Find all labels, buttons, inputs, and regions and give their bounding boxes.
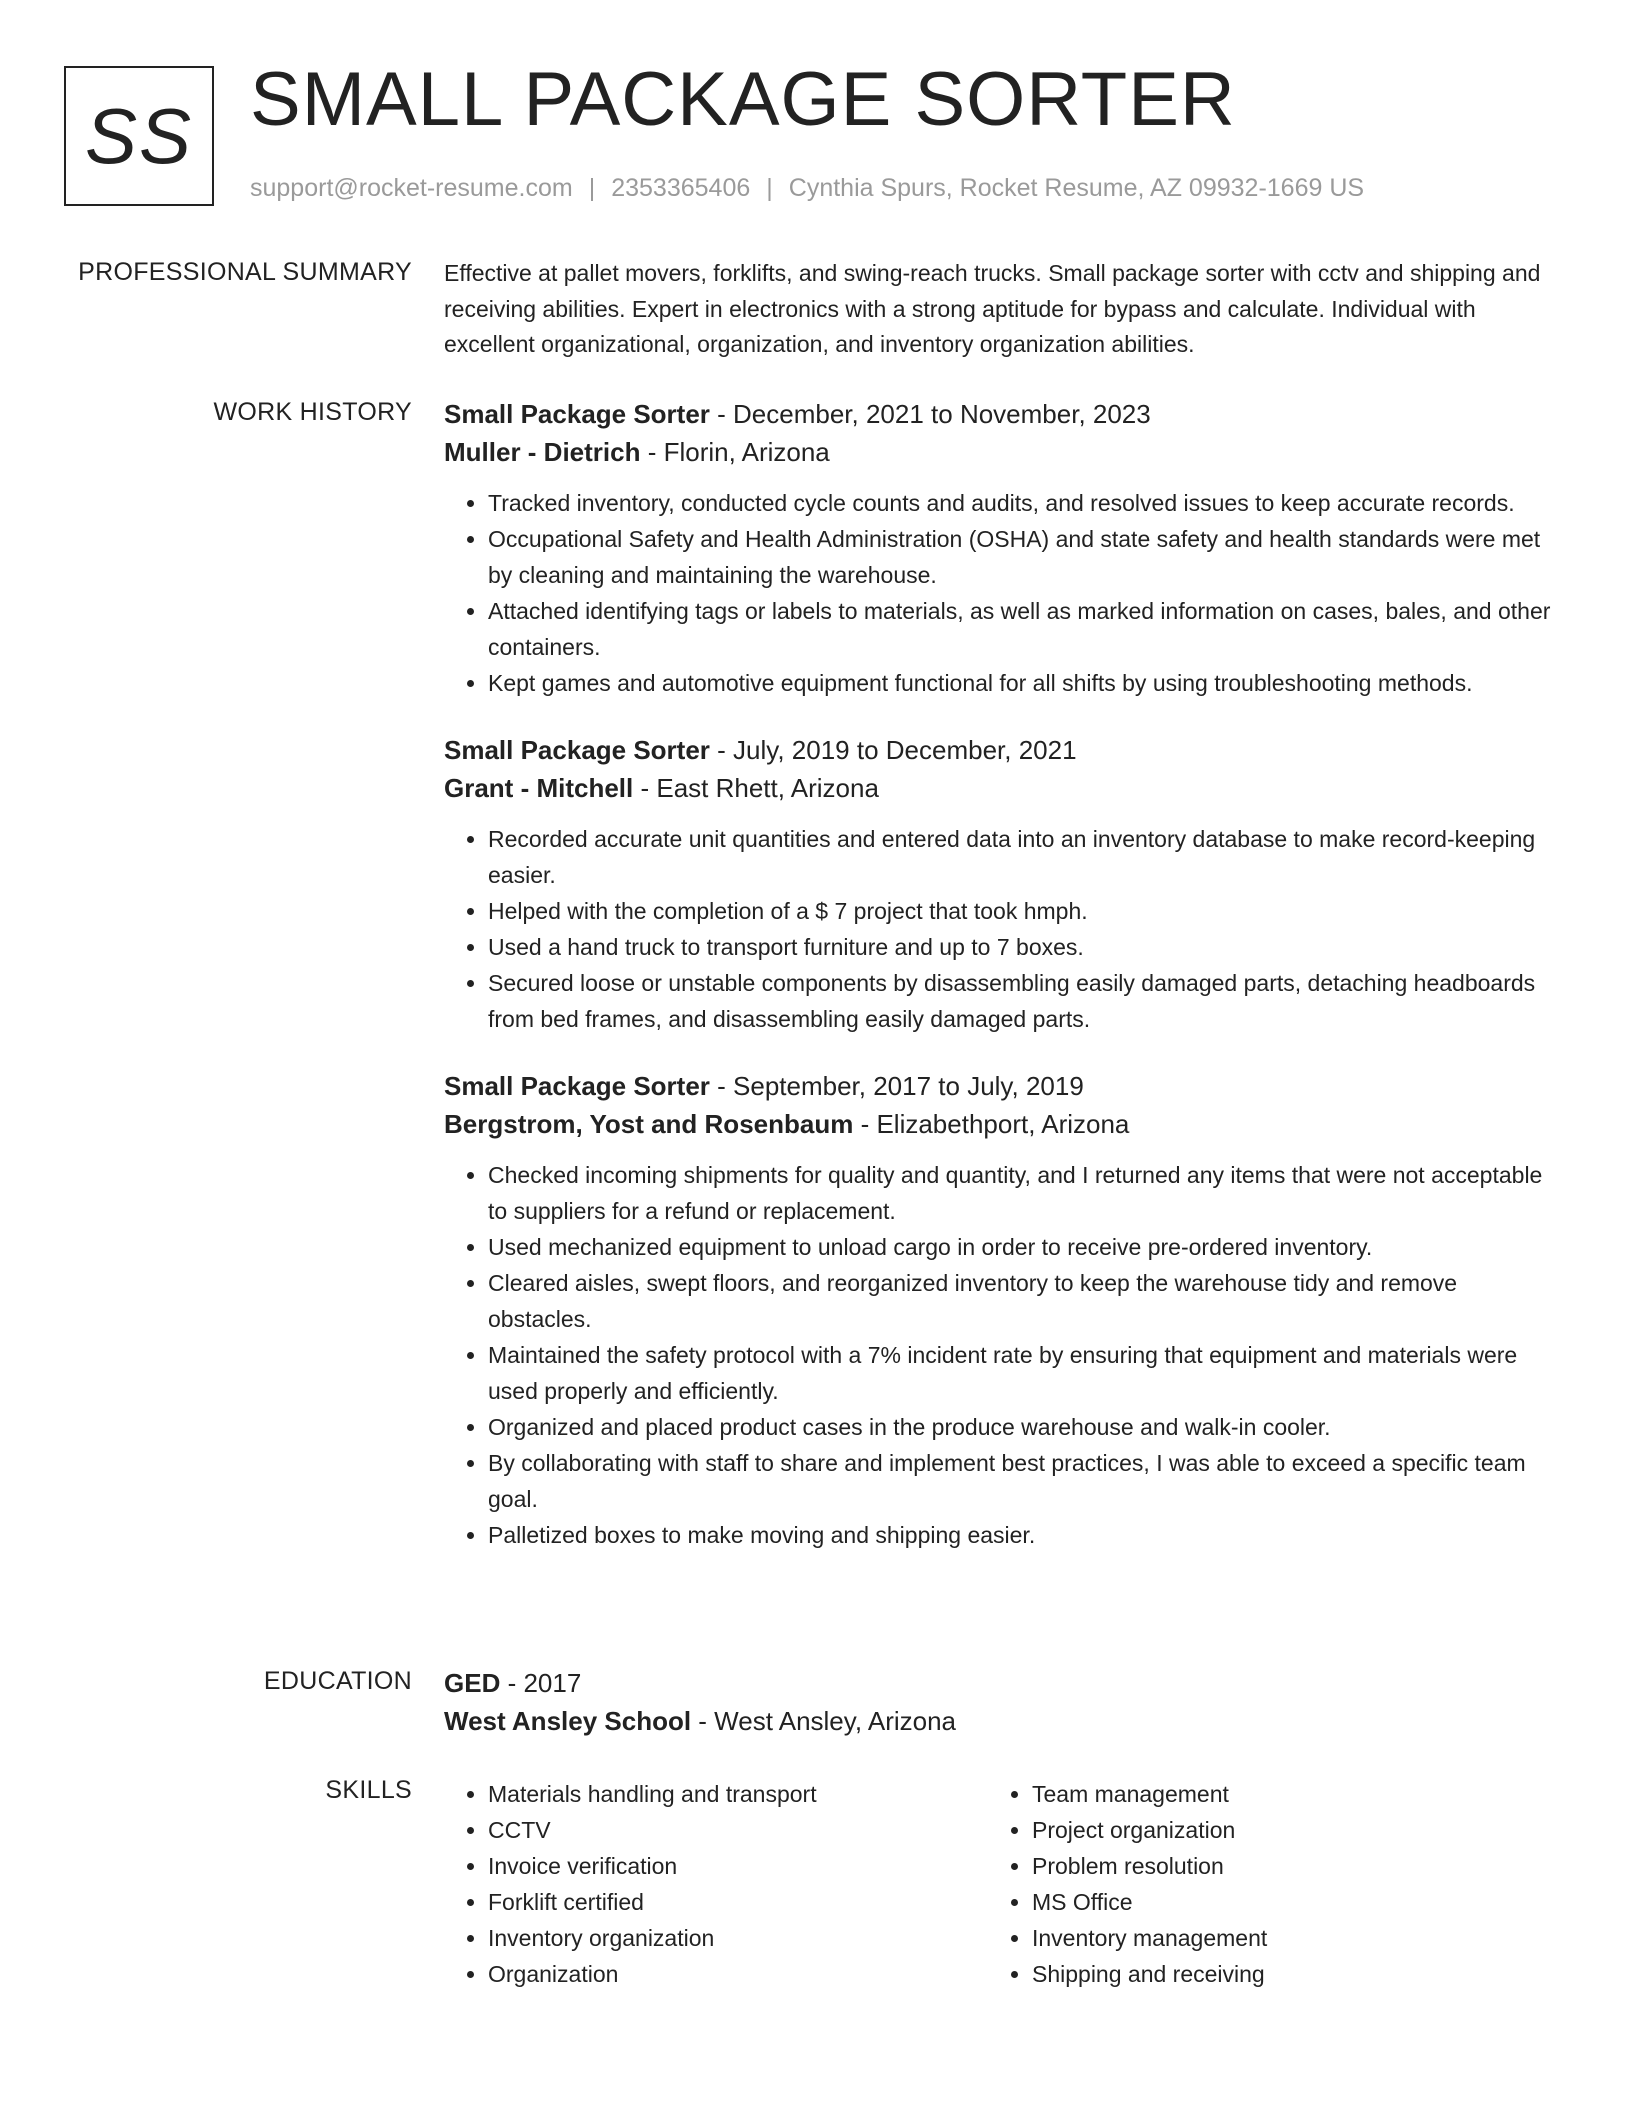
job-title-line: [444, 731, 1564, 769]
skill-item: • Inventory organization: [488, 1920, 988, 1956]
job-entry: [444, 395, 1564, 701]
skill-item: • Invoice verification: [488, 1848, 988, 1884]
job-bullet: • Tracked inventory, conducted cycle counts and audits, and resolved issues to keep accurate records.: [488, 485, 1564, 521]
job-company-line: [444, 1105, 1564, 1143]
contact-line: [250, 174, 1364, 203]
skill-item: • MS Office: [1032, 1884, 1532, 1920]
job-bullets: [444, 485, 1564, 701]
resume-title: SMALL PACKAGE SORTER: [250, 57, 1236, 142]
summary-heading: PROFESSIONAL SUMMARY: [78, 258, 412, 286]
job-entry: [444, 1067, 1564, 1553]
job-bullets: [444, 1157, 1564, 1553]
education-school-line: [444, 1702, 1564, 1740]
job-title-line: [444, 1067, 1564, 1105]
skill-item: • Problem resolution: [1032, 1848, 1532, 1884]
job-location: - Florin, Arizona: [640, 437, 830, 467]
job-title-line: [444, 395, 1564, 433]
contact-separator: |: [766, 174, 773, 202]
job-dates: - December, 2021 to November, 2023: [709, 399, 1151, 429]
job-bullet: • Cleared aisles, swept floors, and reorganized inventory to keep the warehouse tidy and remove obstacles.: [488, 1265, 1564, 1337]
job-company: Grant - Mitchell: [444, 773, 634, 803]
work-history-heading: WORK HISTORY: [213, 398, 412, 426]
education-degree-line: [444, 1664, 1564, 1702]
job-bullet: • Kept games and automotive equipment functional for all shifts by using troubleshooting methods.: [488, 665, 1564, 701]
job-bullet: • Checked incoming shipments for quality and quantity, and I returned any items that were not acceptable to suppliers for a refund or replacement.: [488, 1157, 1564, 1229]
job-bullets: [444, 821, 1564, 1037]
job-bullet: • Used mechanized equipment to unload cargo in order to receive pre-ordered inventory.: [488, 1229, 1564, 1265]
job-title: Small Package Sorter: [444, 735, 710, 765]
skills-left-column: [444, 1776, 988, 1992]
skill-item: • CCTV: [488, 1812, 988, 1848]
job-entry: [444, 731, 1564, 1037]
job-bullet: • Palletized boxes to make moving and shipping easier.: [488, 1517, 1564, 1553]
monogram-logo: SS: [64, 66, 214, 206]
work-history-list: [444, 395, 1564, 1583]
job-company: Muller - Dietrich: [444, 437, 641, 467]
job-company: Bergstrom, Yost and Rosenbaum: [444, 1109, 854, 1139]
job-location: - East Rhett, Arizona: [633, 773, 879, 803]
job-bullet: • Helped with the completion of a $ 7 project that took hmph.: [488, 893, 1564, 929]
job-bullet: • Maintained the safety protocol with a 7% incident rate by ensuring that equipment and materials were used properly and efficiently.: [488, 1337, 1564, 1409]
job-bullet: • Occupational Safety and Health Administration (OSHA) and state safety and health standards were met by cleaning and maintaining the warehouse.: [488, 521, 1564, 593]
education-school: West Ansley School: [444, 1706, 692, 1736]
job-bullet: • Secured loose or unstable components by disassembling easily damaged parts, detaching headboards from bed frames, and disassembling easily damaged parts.: [488, 965, 1564, 1037]
education-location: - West Ansley, Arizona: [691, 1706, 957, 1736]
skills-right-column: [988, 1776, 1532, 1992]
job-dates: - September, 2017 to July, 2019: [709, 1071, 1084, 1101]
skills-columns: [444, 1776, 1564, 1992]
skills-heading: SKILLS: [325, 1776, 412, 1804]
job-bullet: • Used a hand truck to transport furniture and up to 7 boxes.: [488, 929, 1564, 965]
job-title: Small Package Sorter: [444, 1071, 710, 1101]
summary-text: Effective at pallet movers, forklifts, and swing-reach trucks. Small package sorter with cctv and shipping and receiving abilities. Expert in electronics with a strong aptitude for bypass and calculate. Individual with excellent organizational, organization, and inventory organization abilities.: [444, 260, 1541, 357]
education-entry: [444, 1664, 1564, 1740]
contact-phone[interactable]: 2353365406: [611, 174, 751, 202]
contact-email[interactable]: support@rocket-resume.com: [250, 174, 573, 202]
skill-item: • Shipping and receiving: [1032, 1956, 1532, 1992]
skill-item: • Project organization: [1032, 1812, 1532, 1848]
education-year: - 2017: [500, 1668, 582, 1698]
job-bullet: • By collaborating with staff to share and implement best practices, I was able to exceed a specific team goal.: [488, 1445, 1564, 1517]
job-company-line: [444, 433, 1564, 471]
education-heading: EDUCATION: [263, 1667, 412, 1695]
skill-item: • Forklift certified: [488, 1884, 988, 1920]
job-bullet: • Organized and placed product cases in the produce warehouse and walk-in cooler.: [488, 1409, 1564, 1445]
contact-separator: |: [588, 174, 596, 202]
skill-item: • Organization: [488, 1956, 988, 1992]
job-title: Small Package Sorter: [444, 399, 710, 429]
job-dates: - July, 2019 to December, 2021: [709, 735, 1077, 765]
skill-item: • Team management: [1032, 1776, 1532, 1812]
job-company-line: [444, 769, 1564, 807]
contact-address: Cynthia Spurs, Rocket Resume, AZ 09932-1669 US: [788, 174, 1365, 202]
job-bullet: • Recorded accurate unit quantities and entered data into an inventory database to make record-keeping easier.: [488, 821, 1564, 893]
skill-item: • Materials handling and transport: [488, 1776, 988, 1812]
education-degree: GED: [444, 1668, 501, 1698]
skill-item: • Inventory management: [1032, 1920, 1532, 1956]
job-bullet: • Attached identifying tags or labels to materials, as well as marked information on cases, bales, and other containers.: [488, 593, 1564, 665]
job-location: - Elizabethport, Arizona: [853, 1109, 1130, 1139]
